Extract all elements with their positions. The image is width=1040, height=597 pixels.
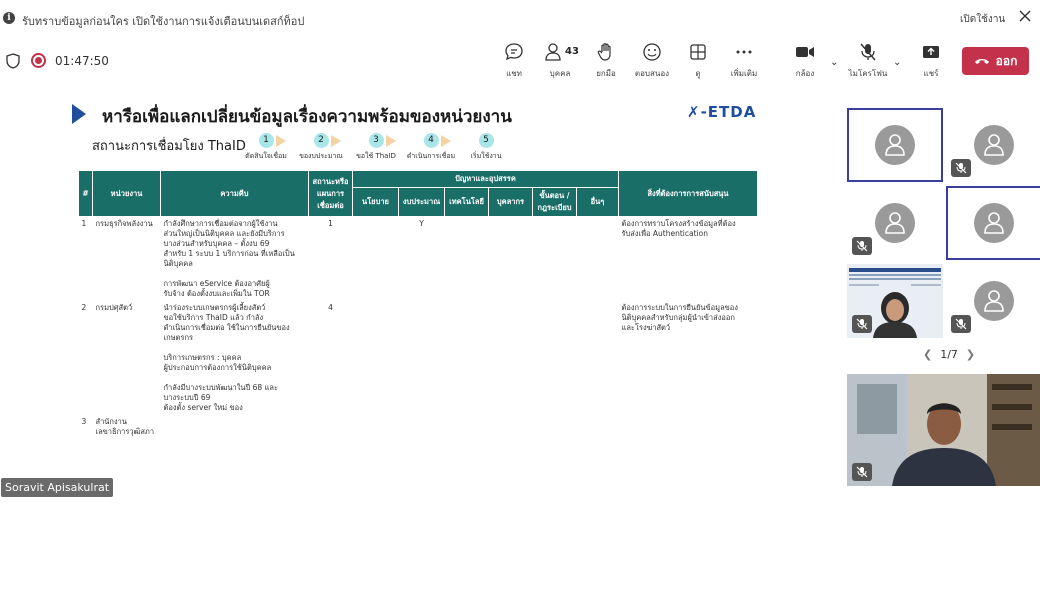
step-item	[401, 133, 461, 162]
cell-line: นิติบุคคลสำหรับกลุ่มผู้นำเข้าส่งออก	[621, 313, 735, 322]
avatar	[875, 125, 915, 165]
cell-line	[164, 343, 306, 353]
close-icon[interactable]	[1017, 8, 1033, 24]
cell-line: ดำเนินการเชื่อมต่อ ใช้ในการยืนยันของ	[163, 323, 290, 332]
cell-no: 3	[81, 417, 87, 426]
share-icon	[921, 42, 941, 62]
col-header-technology: เทคโนโลยี	[445, 188, 489, 217]
cell-progress	[161, 217, 309, 302]
mic-label: ไมโครโฟน	[848, 69, 888, 78]
cell-line: ต้องการระบบในการยืนยันข้อมูลของ	[621, 303, 738, 312]
step-number: 1	[259, 133, 274, 148]
cell-other	[577, 415, 619, 439]
muted-mic-icon	[852, 315, 872, 333]
cell-procedure	[533, 415, 577, 439]
step-item	[236, 133, 296, 162]
col-header-policy: นโยบาย	[353, 188, 399, 217]
step-number: 2	[314, 133, 329, 148]
cell-status	[309, 415, 353, 439]
person-icon	[885, 134, 905, 156]
meeting-timer: 01:47:50	[55, 54, 109, 68]
cell-progress	[161, 415, 309, 439]
participant-tile[interactable]	[946, 264, 1040, 338]
camera-icon	[794, 42, 816, 62]
people-icon	[544, 42, 564, 62]
enable-notifications-button[interactable]: เปิดใช้งาน	[960, 14, 1006, 25]
etda-logo-text: ETDA	[707, 103, 757, 121]
participant-count: 43	[565, 46, 579, 57]
notification-bar	[0, 0, 1040, 36]
cell-line: ส่วนใหญ่เป็นนิติบุคคล และยังมีบริการ	[163, 229, 285, 238]
participant-tile[interactable]	[847, 108, 943, 182]
avatar	[875, 203, 915, 243]
etda-logo-mark: ✗-	[687, 103, 708, 121]
cell-other	[577, 217, 619, 302]
cell-line: เกษตรกร	[163, 333, 194, 342]
leave-label: ออก	[995, 53, 1018, 68]
col-header-issues: ปัญหาและอุปสรรค	[353, 171, 619, 188]
cell-personnel	[489, 415, 533, 439]
col-header-budget: งบประมาณ	[399, 188, 445, 217]
raise-hand-label: ยกมือ	[596, 69, 616, 78]
cell-progress	[161, 301, 309, 415]
cell-line: กำลังศึกษาการเชื่อมต่อจากผู้ใช้งาน	[163, 219, 278, 228]
cell-technology	[445, 415, 489, 439]
step-caption: เริ่มใช้งาน	[470, 152, 502, 160]
col-header-progress: ความคืบ	[161, 171, 309, 217]
grid-view-icon	[688, 42, 708, 62]
shared-slide	[62, 95, 762, 505]
cell-line: บริการเกษตรกร : บุคคล	[163, 353, 242, 362]
step-item	[291, 133, 351, 162]
cell-line: สำหรับ 1 ระบบ 1 บริการก่อน ที่เหลือเป็น	[163, 249, 295, 258]
cell-budget	[399, 301, 445, 415]
cell-technology	[445, 301, 489, 415]
step-item	[346, 133, 406, 162]
cell-support	[619, 301, 758, 415]
cell-line: รับส่งเพื่อ Authentication	[621, 229, 708, 238]
speaker-name-tag: Soravit Apisakulrat	[1, 478, 113, 497]
cell-agency: สำนักงานเลขาธิการวุฒิสภา	[95, 417, 155, 436]
people-label: บุคคล	[549, 69, 571, 78]
leave-button[interactable]	[962, 47, 1029, 75]
col-header-procedure: ขั้นตอน / กฎระเบียบ	[533, 188, 577, 217]
cell-budget	[399, 415, 445, 439]
step-item	[456, 133, 516, 162]
cell-personnel	[489, 301, 533, 415]
avatar	[974, 125, 1014, 165]
react-label: ตอบสนอง	[634, 69, 670, 78]
camera-options-chevron-down-icon[interactable]: ⌄	[830, 57, 839, 68]
cell-technology	[445, 217, 489, 302]
mic-options-chevron-down-icon[interactable]: ⌄	[893, 57, 902, 68]
smiley-icon	[642, 42, 662, 62]
people-button[interactable]	[540, 42, 580, 82]
cell-no: 1	[81, 219, 87, 228]
shield-icon[interactable]	[6, 53, 20, 69]
cell-policy	[353, 217, 399, 302]
step-number: 4	[424, 133, 439, 148]
cell-line: นิติบุคคล	[163, 259, 193, 268]
cell-agency: กรมธุรกิจพลังงาน	[95, 219, 153, 228]
cell-line: บางส่วนสำหรับบุคคล – ตั้งงบ 69	[163, 239, 270, 248]
muted-mic-icon	[951, 159, 971, 177]
share-label: แชร์	[923, 69, 939, 78]
cell-policy	[353, 415, 399, 439]
step-caption: ดำเนินการเชื่อม	[406, 152, 456, 160]
cell-line: ผู้ประกอบการต้องการใช้นิติบุคคล	[163, 363, 272, 372]
cell-line: ขอใช้บริการ ThaID แล้ว กำลัง	[163, 313, 264, 322]
view-button[interactable]	[678, 42, 718, 82]
view-label: ดู	[695, 69, 701, 78]
more-label: เพิ่มเติม	[730, 69, 758, 78]
cell-line: และโรงฆ่าสัตว์	[621, 323, 671, 332]
mic-button[interactable]	[848, 42, 888, 82]
col-header-agency: หน่วยงาน	[93, 171, 161, 217]
table-row	[79, 415, 758, 439]
step-arrow-icon	[276, 135, 286, 147]
share-button[interactable]	[911, 42, 951, 82]
cell-line	[164, 373, 306, 383]
camera-label: กล้อง	[795, 69, 815, 78]
etda-logo	[687, 103, 756, 121]
raise-hand-button[interactable]	[586, 42, 626, 82]
cell-line: บางระบบปี 69	[163, 393, 211, 402]
person-icon	[885, 212, 905, 234]
chevron-right-icon[interactable]: ❯	[965, 348, 976, 361]
cell-budget: Y	[419, 219, 424, 228]
cell-line: กำลังมีบางระบบพัฒนาในปี 68 และ	[163, 383, 279, 392]
speaker-video-tile[interactable]	[847, 374, 1040, 486]
col-header-support: สิ่งที่ต้องการการสนับสนุน	[619, 171, 758, 217]
step-caption: ของบประมาณ	[299, 152, 343, 160]
readiness-table	[78, 170, 758, 439]
cell-support	[619, 217, 758, 302]
step-arrow-icon	[441, 135, 451, 147]
chat-icon	[504, 42, 524, 62]
react-button[interactable]	[632, 42, 672, 82]
cell-line: รับจ้าง ต้องตั้งงบและเพิ่มใน TOR	[163, 289, 270, 298]
col-header-no: #	[79, 171, 93, 217]
notification-message: รับทราบข้อมูลก่อนใคร เปิดใช้งานการแจ้งเตือนบนเดสก์ท็อป	[22, 15, 305, 28]
hang-up-icon	[974, 56, 990, 66]
cell-other	[577, 301, 619, 415]
participant-tile[interactable]	[946, 186, 1040, 260]
chevron-left-icon[interactable]: ❮	[923, 348, 933, 361]
muted-mic-icon	[852, 237, 872, 255]
col-header-status: สถานะหรือแผนการเชื่อมต่อ	[309, 171, 353, 217]
cell-procedure	[533, 301, 577, 415]
cell-support	[619, 415, 758, 439]
step-arrow-icon	[386, 135, 396, 147]
video-feed-image	[847, 374, 1040, 486]
more-button[interactable]	[724, 42, 764, 82]
cell-policy	[353, 301, 399, 415]
mic-off-icon	[858, 42, 878, 62]
cell-personnel	[489, 217, 533, 302]
muted-mic-icon	[852, 463, 872, 481]
step-caption: ตัดสินใจเชื่อม	[245, 152, 287, 160]
table-row	[79, 301, 758, 415]
gallery-pager	[915, 348, 983, 361]
step-number: 3	[369, 133, 384, 148]
step-arrow-icon	[331, 135, 341, 147]
cell-procedure	[533, 217, 577, 302]
cell-line: ต้องการทราบโครงสร้างข้อมูลที่ต้อง	[621, 219, 736, 228]
play-arrow-icon	[72, 104, 86, 124]
slide-title: หารือเพื่อแลกเปลี่ยนข้อมูลเรื่องความพร้อมของหน่วยงาน	[102, 107, 512, 127]
cell-status: 4	[328, 303, 333, 312]
slide-subtitle: สถานะการเชื่อมโยง ThaID	[92, 139, 246, 154]
step-caption: ขอใช้ ThaID	[356, 152, 396, 160]
recording-icon	[31, 53, 46, 68]
chat-button[interactable]	[494, 42, 534, 82]
more-icon	[734, 42, 754, 62]
hand-icon	[596, 42, 616, 62]
cell-no: 2	[81, 303, 87, 312]
gallery-page: 1/7	[940, 348, 958, 361]
muted-mic-icon	[951, 315, 971, 333]
col-header-personnel: บุคลากร	[489, 188, 533, 217]
step-number: 5	[479, 133, 494, 148]
table-row	[79, 217, 758, 302]
participant-tile[interactable]	[946, 108, 1040, 182]
person-icon	[984, 212, 1004, 234]
cell-line	[164, 269, 306, 279]
participant-tile[interactable]	[847, 186, 943, 260]
person-icon	[984, 134, 1004, 156]
chat-label: แชท	[506, 69, 522, 78]
cell-line: ต้องตั้ง server ใหม่ ของ	[163, 403, 243, 412]
cell-line: การพัฒนา eService ต้องอาศัยผู้	[163, 279, 270, 288]
table-body	[79, 217, 758, 440]
avatar	[974, 281, 1014, 321]
info-icon: i	[3, 12, 15, 24]
person-icon	[984, 290, 1004, 312]
participant-video-tile[interactable]	[847, 264, 943, 338]
cell-status: 1	[328, 219, 333, 228]
avatar	[974, 203, 1014, 243]
camera-button[interactable]	[785, 42, 825, 82]
cell-agency: กรมปศุสัตว์	[95, 303, 133, 312]
meeting-toolbar	[0, 36, 1040, 88]
cell-line: นำร่องระบบเกษตรกรผู้เลี้ยงสัตว์	[163, 303, 266, 312]
col-header-other: อื่นๆ	[577, 188, 619, 217]
